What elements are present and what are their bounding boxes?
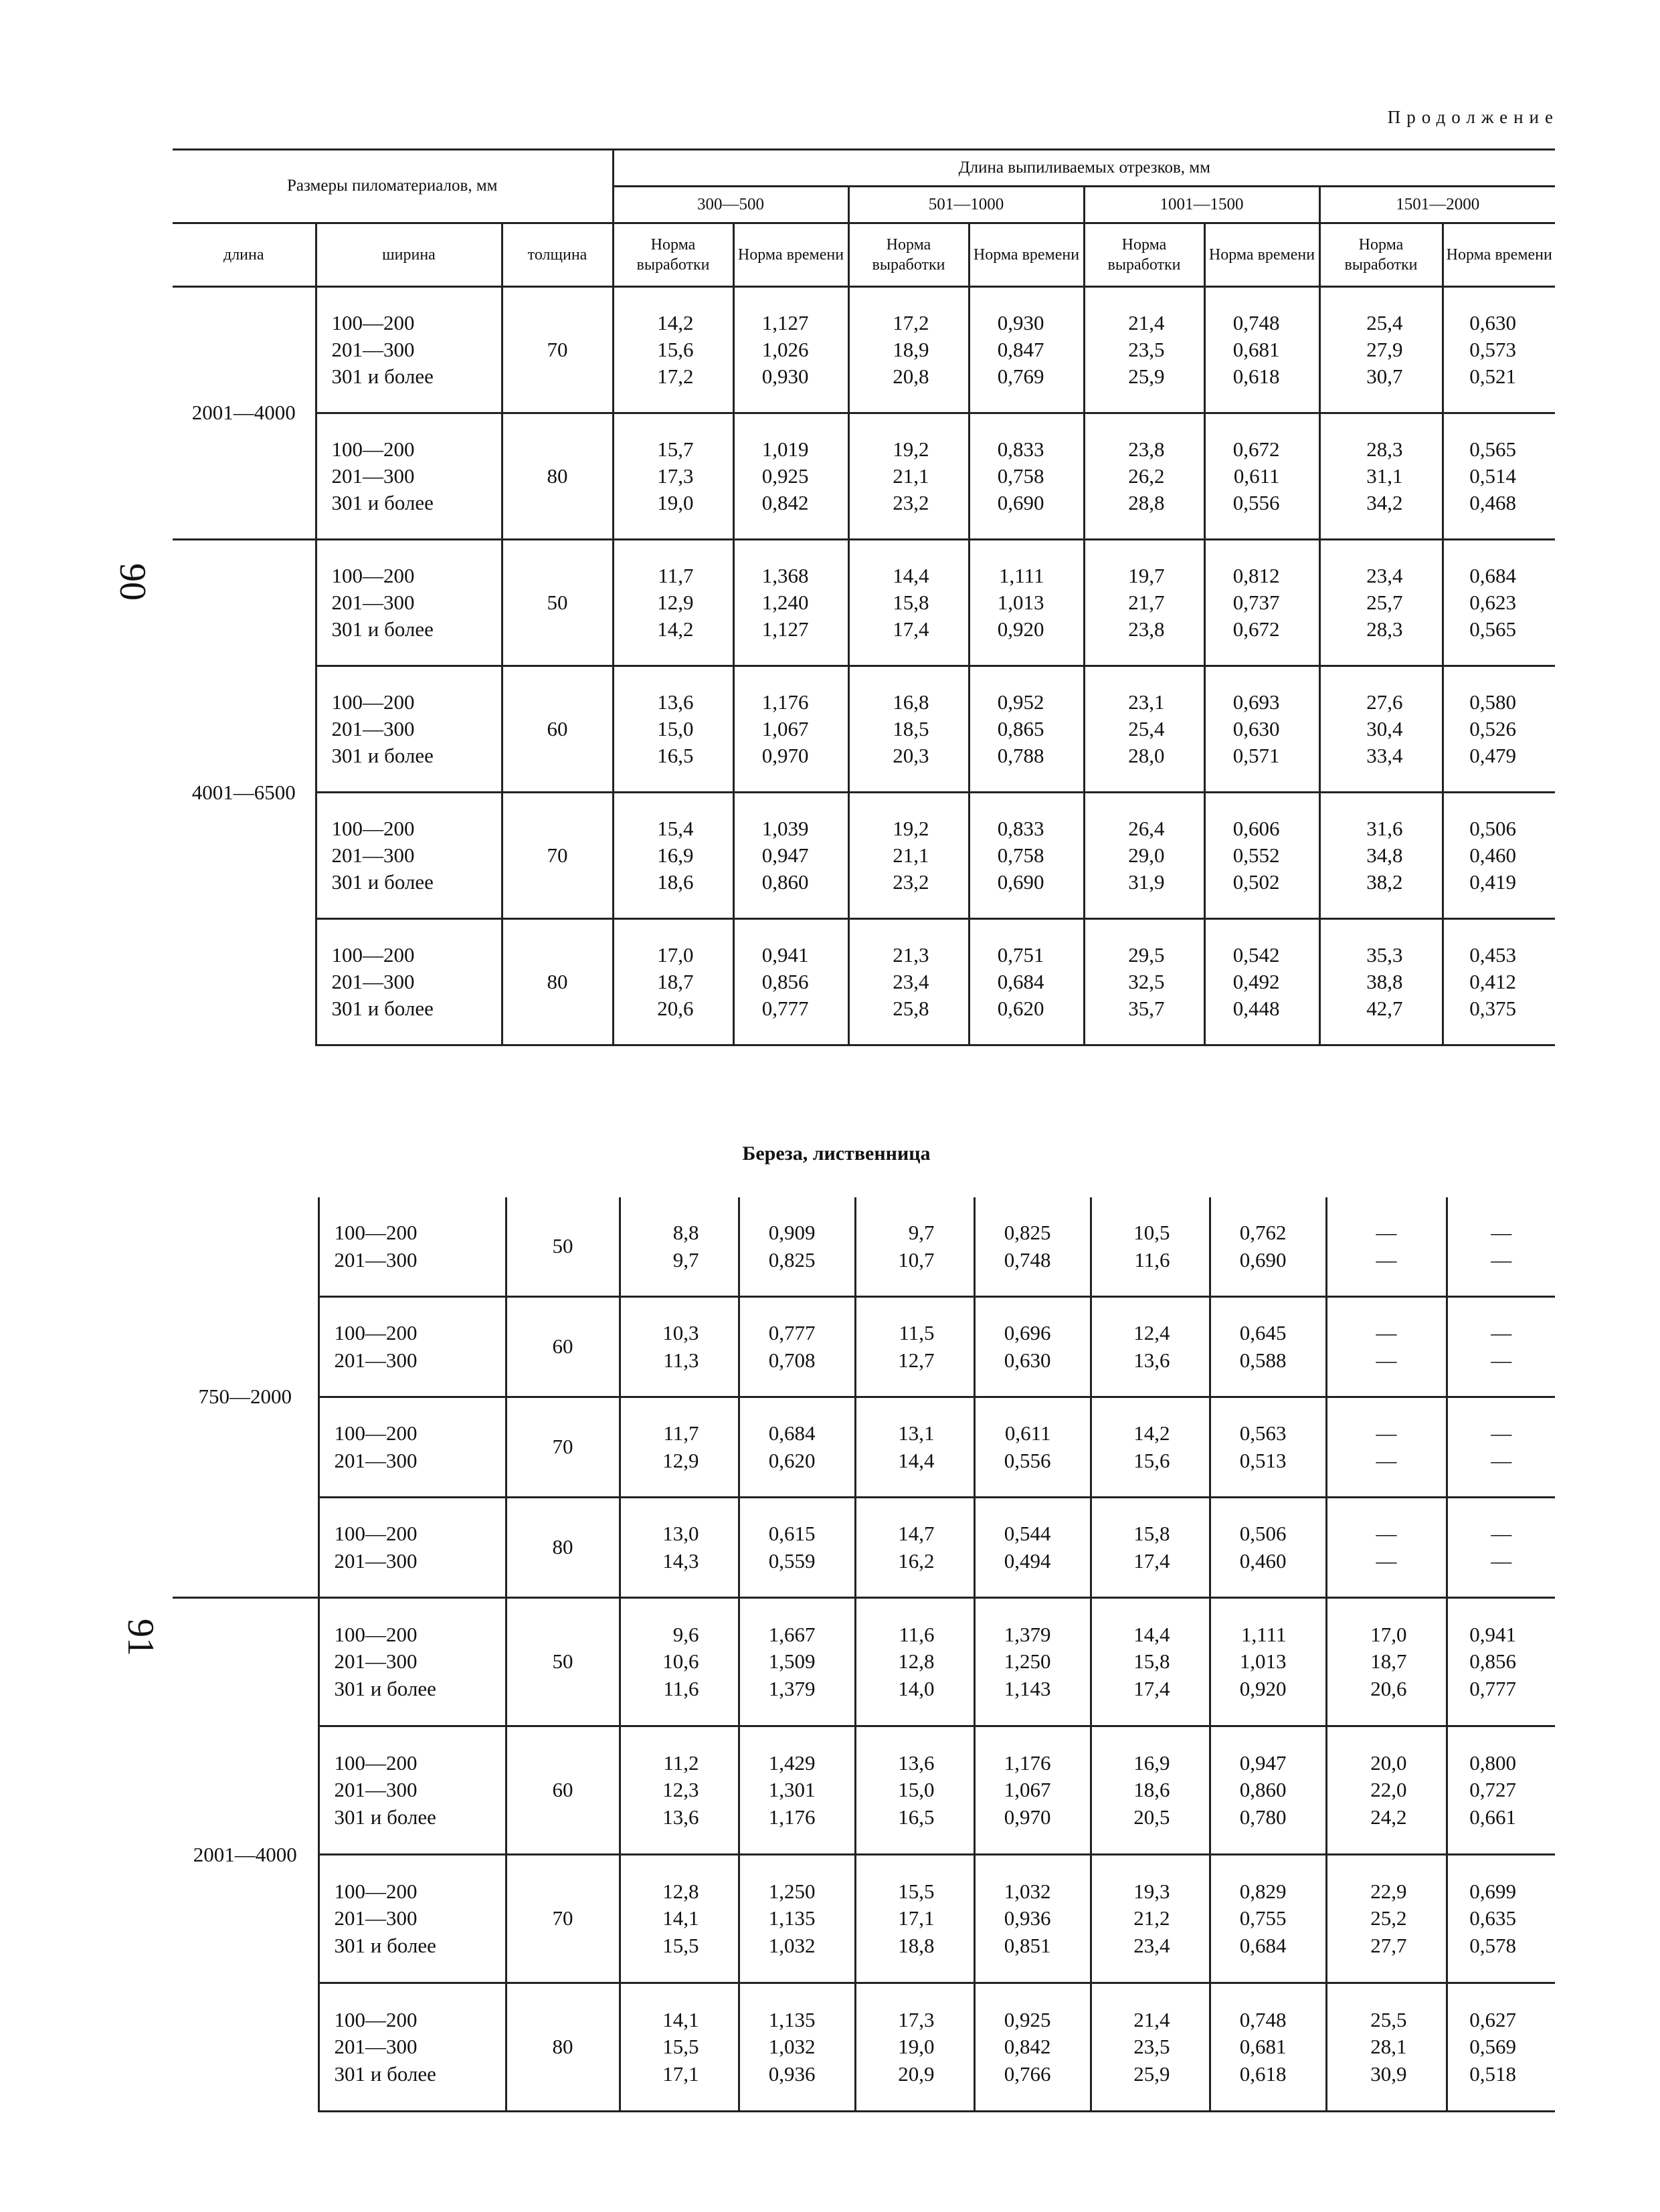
- time-norm-cell: 0,506 0,460: [1210, 1498, 1326, 1598]
- header-range: 501—1000: [848, 187, 1084, 223]
- output-norm-cell: 23,8 26,2 28,8: [1084, 413, 1204, 540]
- output-norm-cell: 25,5 28,1 30,9: [1326, 1983, 1447, 2112]
- output-norm-cell: 35,3 38,8 42,7: [1319, 919, 1443, 1045]
- time-norm-cell: 1,039 0,947 0,860: [733, 793, 848, 919]
- header-range: 1001—1500: [1084, 187, 1319, 223]
- output-norm-cell: 22,9 25,2 27,7: [1326, 1855, 1447, 1983]
- time-norm-cell: 0,627 0,569 0,518: [1447, 1983, 1555, 2112]
- time-norm-cell: 0,453 0,412 0,375: [1443, 919, 1555, 1045]
- header-output-norm: Норма выработки: [1084, 223, 1204, 287]
- time-norm-cell: 0,833 0,758 0,690: [969, 793, 1084, 919]
- output-norm-cell: 13,0 14,3: [620, 1498, 739, 1598]
- time-norm-cell: 0,762 0,690: [1210, 1197, 1326, 1297]
- table-row: [173, 919, 1555, 1045]
- time-norm-cell: 0,544 0,494: [974, 1498, 1091, 1598]
- time-norm-cell: 0,748 0,681 0,618: [1210, 1983, 1326, 2112]
- header-cut-length: Длина выпиливаемых отрезков, мм: [613, 150, 1555, 187]
- time-norm-cell: 0,506 0,460 0,419: [1443, 793, 1555, 919]
- output-norm-cell: 12,8 14,1 15,5: [620, 1855, 739, 1983]
- output-norm-cell: 17,0 18,7 20,6: [613, 919, 733, 1045]
- time-norm-cell: 0,699 0,635 0,578: [1447, 1855, 1555, 1983]
- table-row: [173, 540, 1555, 666]
- output-norm-cell: 14,7 16,2: [855, 1498, 974, 1598]
- time-norm-cell: 0,777 0,708: [739, 1297, 855, 1397]
- thickness-cell: 70: [502, 287, 613, 413]
- thickness-cell: 50: [502, 540, 613, 666]
- table-row: [173, 413, 1555, 540]
- time-norm-cell: 0,693 0,630 0,571: [1204, 666, 1319, 793]
- output-norm-cell: 25,4 27,9 30,7: [1319, 287, 1443, 413]
- output-norm-cell: 21,4 23,5 25,9: [1091, 1983, 1210, 2112]
- width-cell: 100—200 201—300: [318, 1197, 506, 1297]
- bottom-table-body: [173, 1197, 1555, 2112]
- header-time-norm: Норма времени: [1443, 223, 1555, 287]
- time-norm-cell: 0,580 0,526 0,479: [1443, 666, 1555, 793]
- table-row: [173, 1855, 1555, 1983]
- time-norm-cell: 0,952 0,865 0,788: [969, 666, 1084, 793]
- output-norm-cell: 12,4 13,6: [1091, 1297, 1210, 1397]
- output-norm-cell: 16,9 18,6 20,5: [1091, 1726, 1210, 1855]
- table-row: [173, 1197, 1555, 1297]
- output-norm-cell: 14,2 15,6: [1091, 1397, 1210, 1498]
- output-norm-cell: 15,7 17,3 19,0: [613, 413, 733, 540]
- output-norm-cell: 23,4 25,7 28,3: [1319, 540, 1443, 666]
- output-norm-cell: 27,6 30,4 33,4: [1319, 666, 1443, 793]
- output-norm-cell: 19,2 21,1 23,2: [848, 793, 969, 919]
- output-norm-cell: 10,3 11,3: [620, 1297, 739, 1397]
- thickness-cell: 70: [506, 1855, 620, 1983]
- width-cell: 100—200 201—300 301 и более: [318, 1983, 506, 2112]
- time-norm-cell: 0,825 0,748: [974, 1197, 1091, 1297]
- output-norm-cell: 23,1 25,4 28,0: [1084, 666, 1204, 793]
- table-row: [173, 1726, 1555, 1855]
- time-norm-cell: 0,684 0,620: [739, 1397, 855, 1498]
- time-norm-cell: — —: [1447, 1297, 1555, 1397]
- table-row: [173, 1498, 1555, 1598]
- width-cell: 100—200 201—300: [318, 1297, 506, 1397]
- output-norm-cell: 19,7 21,7 23,8: [1084, 540, 1204, 666]
- width-cell: 100—200 201—300: [318, 1397, 506, 1498]
- output-norm-cell: 26,4 29,0 31,9: [1084, 793, 1204, 919]
- time-norm-cell: 1,032 0,936 0,851: [974, 1855, 1091, 1983]
- time-norm-cell: 1,111 1,013 0,920: [969, 540, 1084, 666]
- norms-table-top: [173, 148, 1555, 1046]
- width-cell: 100—200 201—300 301 и более: [316, 919, 502, 1045]
- output-norm-cell: 19,2 21,1 23,2: [848, 413, 969, 540]
- table-row: [173, 287, 1555, 413]
- time-norm-cell: — —: [1447, 1498, 1555, 1598]
- width-cell: 100—200 201—300 301 и более: [316, 793, 502, 919]
- header-length: длина: [173, 223, 316, 287]
- time-norm-cell: 0,800 0,727 0,661: [1447, 1726, 1555, 1855]
- length-cell: 750—2000: [173, 1197, 318, 1598]
- header-time-norm: Норма времени: [733, 223, 848, 287]
- time-norm-cell: 0,833 0,758 0,690: [969, 413, 1084, 540]
- time-norm-cell: 0,611 0,556: [974, 1397, 1091, 1498]
- output-norm-cell: 15,8 17,4: [1091, 1498, 1210, 1598]
- output-norm-cell: 17,3 19,0 20,9: [855, 1983, 974, 2112]
- time-norm-cell: 0,751 0,684 0,620: [969, 919, 1084, 1045]
- top-table-body: [173, 287, 1555, 1045]
- time-norm-cell: 1,368 1,240 1,127: [733, 540, 848, 666]
- time-norm-cell: 1,176 1,067 0,970: [733, 666, 848, 793]
- output-norm-cell: 9,7 10,7: [855, 1197, 974, 1297]
- time-norm-cell: 0,812 0,737 0,672: [1204, 540, 1319, 666]
- time-norm-cell: 0,941 0,856 0,777: [733, 919, 848, 1045]
- output-norm-cell: 8,8 9,7: [620, 1197, 739, 1297]
- output-norm-cell: 11,5 12,7: [855, 1297, 974, 1397]
- thickness-cell: 60: [506, 1297, 620, 1397]
- width-cell: 100—200 201—300 301 и более: [318, 1855, 506, 1983]
- output-norm-cell: — —: [1326, 1197, 1447, 1297]
- header-output-norm: Норма выработки: [1319, 223, 1443, 287]
- length-cell: 2001—4000: [173, 1598, 318, 2112]
- time-norm-cell: 1,176 1,067 0,970: [974, 1726, 1091, 1855]
- output-norm-cell: 16,8 18,5 20,3: [848, 666, 969, 793]
- time-norm-cell: 1,250 1,135 1,032: [739, 1855, 855, 1983]
- page-number-top: 90: [112, 563, 153, 601]
- output-norm-cell: 17,0 18,7 20,6: [1326, 1598, 1447, 1726]
- header-width: ширина: [316, 223, 502, 287]
- output-norm-cell: 11,7 12,9: [620, 1397, 739, 1498]
- width-cell: 100—200 201—300 301 и более: [318, 1726, 506, 1855]
- output-norm-cell: 15,4 16,9 18,6: [613, 793, 733, 919]
- output-norm-cell: — —: [1326, 1498, 1447, 1598]
- thickness-cell: 80: [502, 413, 613, 540]
- output-norm-cell: 29,5 32,5 35,7: [1084, 919, 1204, 1045]
- time-norm-cell: 1,135 1,032 0,936: [739, 1983, 855, 2112]
- width-cell: 100—200 201—300 301 и более: [316, 666, 502, 793]
- header-output-norm: Норма выработки: [613, 223, 733, 287]
- output-norm-cell: 14,4 15,8 17,4: [1091, 1598, 1210, 1726]
- time-norm-cell: 1,429 1,301 1,176: [739, 1726, 855, 1855]
- time-norm-cell: 0,930 0,847 0,769: [969, 287, 1084, 413]
- time-norm-cell: 0,941 0,856 0,777: [1447, 1598, 1555, 1726]
- table-row: [173, 1397, 1555, 1498]
- header-output-norm: Норма выработки: [848, 223, 969, 287]
- time-norm-cell: 0,947 0,860 0,780: [1210, 1726, 1326, 1855]
- output-norm-cell: 21,3 23,4 25,8: [848, 919, 969, 1045]
- section-title: Береза, лиственница: [742, 1142, 931, 1165]
- time-norm-cell: — —: [1447, 1197, 1555, 1297]
- time-norm-cell: 0,684 0,623 0,565: [1443, 540, 1555, 666]
- output-norm-cell: — —: [1326, 1297, 1447, 1397]
- time-norm-cell: 0,565 0,514 0,468: [1443, 413, 1555, 540]
- output-norm-cell: — —: [1326, 1397, 1447, 1498]
- thickness-cell: 80: [506, 1983, 620, 2112]
- output-norm-cell: 10,5 11,6: [1091, 1197, 1210, 1297]
- time-norm-cell: 0,630 0,573 0,521: [1443, 287, 1555, 413]
- header-lumber-sizes: Размеры пиломатериалов, мм: [173, 150, 613, 223]
- output-norm-cell: 31,6 34,8 38,2: [1319, 793, 1443, 919]
- table-row: [173, 666, 1555, 793]
- output-norm-cell: 14,2 15,6 17,2: [613, 287, 733, 413]
- header-time-norm: Норма времени: [1204, 223, 1319, 287]
- output-norm-cell: 14,1 15,5 17,1: [620, 1983, 739, 2112]
- output-norm-cell: 13,6 15,0 16,5: [613, 666, 733, 793]
- time-norm-cell: 0,672 0,611 0,556: [1204, 413, 1319, 540]
- output-norm-cell: 20,0 22,0 24,2: [1326, 1726, 1447, 1855]
- thickness-cell: 60: [506, 1726, 620, 1855]
- table-row: [173, 1297, 1555, 1397]
- output-norm-cell: 14,4 15,8 17,4: [848, 540, 969, 666]
- time-norm-cell: 0,606 0,552 0,502: [1204, 793, 1319, 919]
- output-norm-cell: 13,1 14,4: [855, 1397, 974, 1498]
- time-norm-cell: 0,542 0,492 0,448: [1204, 919, 1319, 1045]
- time-norm-cell: 0,909 0,825: [739, 1197, 855, 1297]
- length-cell: 4001—6500: [173, 540, 316, 1045]
- time-norm-cell: 0,645 0,588: [1210, 1297, 1326, 1397]
- output-norm-cell: 28,3 31,1 34,2: [1319, 413, 1443, 540]
- time-norm-cell: 0,748 0,681 0,618: [1204, 287, 1319, 413]
- time-norm-cell: 1,127 1,026 0,930: [733, 287, 848, 413]
- time-norm-cell: 1,111 1,013 0,920: [1210, 1598, 1326, 1726]
- norms-table-bottom: [173, 1197, 1555, 2112]
- thickness-cell: 80: [502, 919, 613, 1045]
- output-norm-cell: 11,6 12,8 14,0: [855, 1598, 974, 1726]
- output-norm-cell: 9,6 10,6 11,6: [620, 1598, 739, 1726]
- time-norm-cell: 0,615 0,559: [739, 1498, 855, 1598]
- output-norm-cell: 21,4 23,5 25,9: [1084, 287, 1204, 413]
- thickness-cell: 80: [506, 1498, 620, 1598]
- output-norm-cell: 13,6 15,0 16,5: [855, 1726, 974, 1855]
- thickness-cell: 50: [506, 1197, 620, 1297]
- time-norm-cell: 1,379 1,250 1,143: [974, 1598, 1091, 1726]
- width-cell: 100—200 201—300: [318, 1498, 506, 1598]
- thickness-cell: 70: [506, 1397, 620, 1498]
- width-cell: 100—200 201—300 301 и более: [316, 287, 502, 413]
- header-time-norm: Норма времени: [969, 223, 1084, 287]
- time-norm-cell: 0,563 0,513: [1210, 1397, 1326, 1498]
- output-norm-cell: 11,2 12,3 13,6: [620, 1726, 739, 1855]
- thickness-cell: 70: [502, 793, 613, 919]
- table-row: [173, 1983, 1555, 2112]
- time-norm-cell: 1,667 1,509 1,379: [739, 1598, 855, 1726]
- width-cell: 100—200 201—300 301 и более: [316, 413, 502, 540]
- time-norm-cell: 0,829 0,755 0,684: [1210, 1855, 1326, 1983]
- thickness-cell: 60: [502, 666, 613, 793]
- continuation-label: Продолжение: [1387, 107, 1559, 127]
- table-row: [173, 793, 1555, 919]
- page-number-bottom: 91: [120, 1619, 161, 1656]
- time-norm-cell: — —: [1447, 1397, 1555, 1498]
- table-row: [173, 1598, 1555, 1726]
- thickness-cell: 50: [506, 1598, 620, 1726]
- time-norm-cell: 1,019 0,925 0,842: [733, 413, 848, 540]
- output-norm-cell: 17,2 18,9 20,8: [848, 287, 969, 413]
- header-range: 1501—2000: [1319, 187, 1555, 223]
- output-norm-cell: 11,7 12,9 14,2: [613, 540, 733, 666]
- width-cell: 100—200 201—300 301 и более: [318, 1598, 506, 1726]
- output-norm-cell: 15,5 17,1 18,8: [855, 1855, 974, 1983]
- output-norm-cell: 19,3 21,2 23,4: [1091, 1855, 1210, 1983]
- time-norm-cell: 0,925 0,842 0,766: [974, 1983, 1091, 2112]
- length-cell: 2001—4000: [173, 287, 316, 540]
- header-range: 300—500: [613, 187, 848, 223]
- header-thickness: толщина: [502, 223, 613, 287]
- time-norm-cell: 0,696 0,630: [974, 1297, 1091, 1397]
- width-cell: 100—200 201—300 301 и более: [316, 540, 502, 666]
